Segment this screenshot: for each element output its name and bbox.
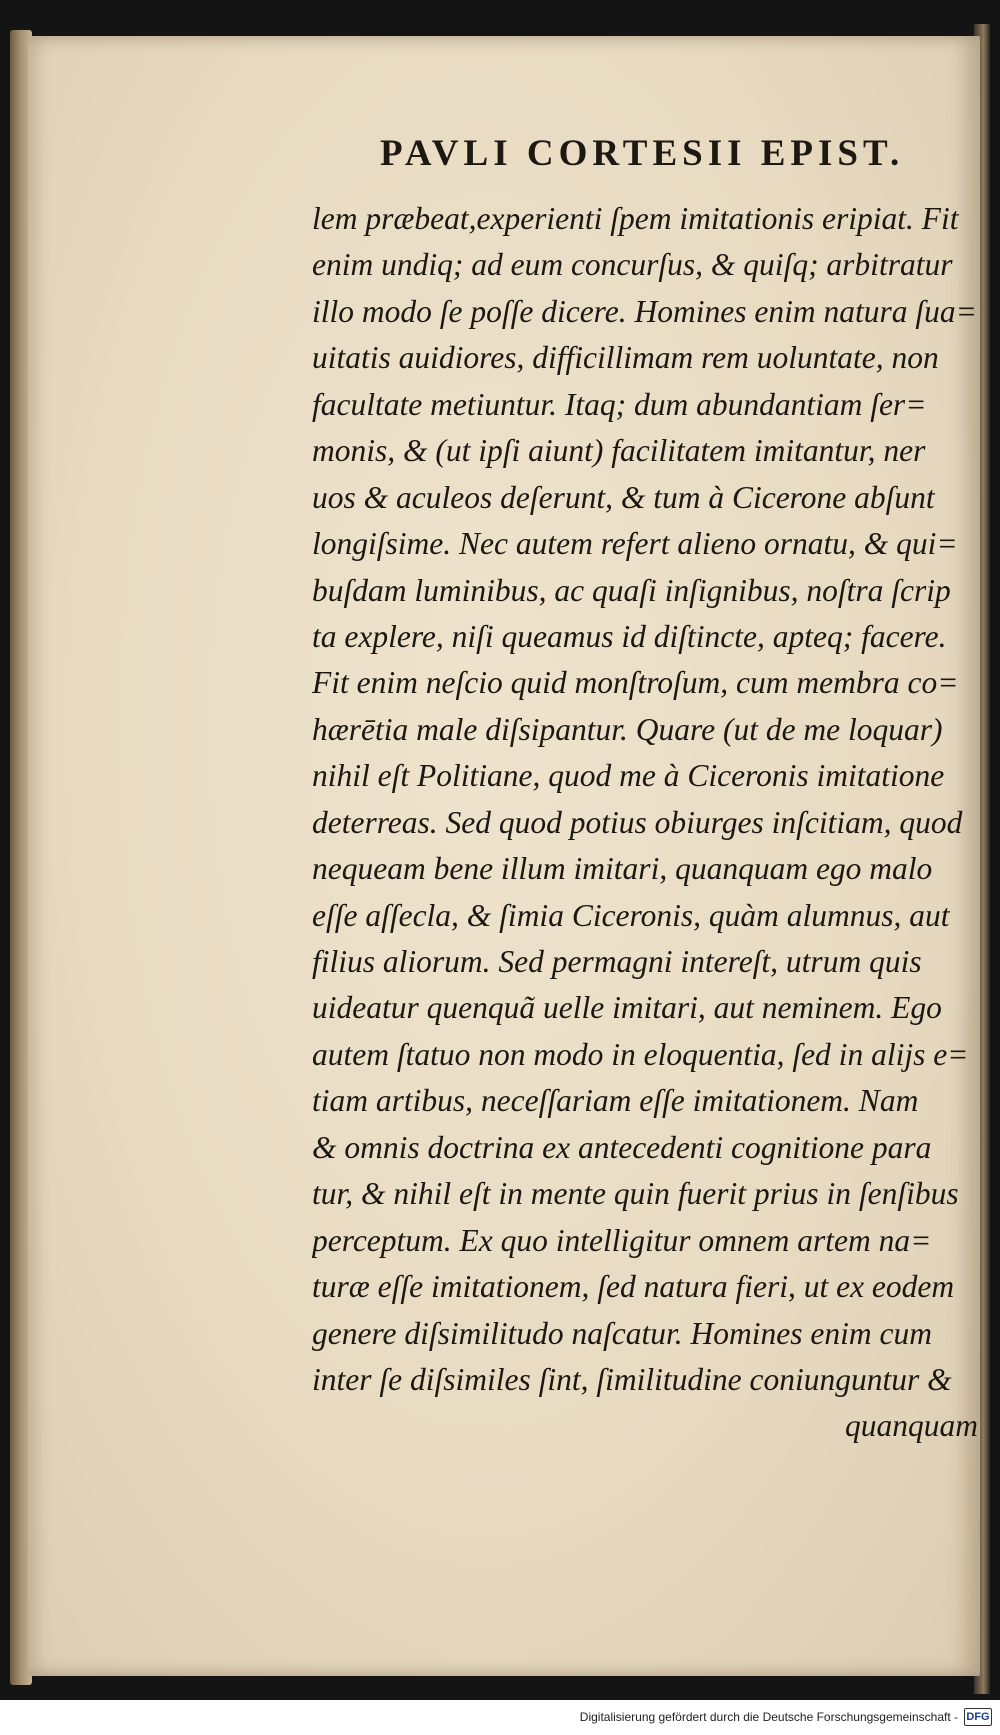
footer-bar: [0, 1700, 1000, 1735]
text-line: eſſe aſſecla, & ſimia Ciceronis, quàm alumnus, aut: [312, 897, 950, 933]
text-line: filius aliorum. Sed permagni intereſt, utrum quis: [312, 944, 922, 979]
text-line: deterreas. Sed quod potius obiurges inſcitiam, quod: [312, 804, 963, 840]
text-line: longiſsime. Nec autem refert alieno ornatu, & qui=: [312, 526, 958, 562]
catchword: quanquam: [845, 1408, 978, 1444]
text-line: hærētia male diſsipantur. Quare (ut de me loquar): [312, 711, 943, 747]
running-head: PAVLI CORTESII EPIST.: [380, 133, 905, 174]
body-text: [312, 196, 980, 1450]
dfg-logo-icon: DFG: [964, 1708, 992, 1726]
text-line: perceptum. Ex quo intelligitur omnem artem na=: [312, 1222, 932, 1258]
text-line: tur, & nihil eſt in mente quin fuerit prius in ſenſibus: [312, 1176, 959, 1212]
text-line: turæ eſſe imitationem, ſed natura fieri, ut ex eodem: [312, 1269, 955, 1305]
text-line: enim undiq; ad eum concurſus, & quiſq; arbitratur: [312, 247, 953, 283]
text-line: nihil eſt Politiane, quod me à Ciceronis imitatione: [312, 758, 945, 794]
text-line: ta explere, niſi queamus id diſtincte, apteq; facere.: [312, 618, 947, 654]
text-line: Fit enim neſcio quid monſtroſum, cum membra co=: [312, 665, 959, 701]
text-line: uideatur quenquã uelle imitari, aut neminem. Ego: [312, 990, 942, 1026]
text-line: nequeam bene illum imitari, quanquam ego malo: [312, 851, 933, 887]
text-line: uos & aculeos deſerunt, & tum à Cicerone abſunt: [312, 479, 935, 515]
text-line: buſdam luminibus, ac quaſi inſignibus, noſtra ſcrip: [312, 572, 951, 608]
text-line: illo modo ſe poſſe dicere. Homines enim natura ſua=: [312, 293, 977, 329]
text-line: autem ſtatuo non modo in eloquentia, ſed in alijs e=: [312, 1036, 969, 1072]
text-line: inter ſe diſsimiles ſint, ſimilitudine coniunguntur &: [312, 1361, 952, 1397]
text-line: lem præbeat,experienti ſpem imitationis eripiat. Fit: [312, 201, 959, 236]
text-line: facultate metiuntur. Itaq; dum abundantiam ſer=: [312, 386, 927, 422]
text-line: genere diſsimilitudo naſcatur. Homines enim cum: [312, 1315, 933, 1351]
text-line: monis, & (ut ipſi aiunt) facilitatem imitantur, ner: [312, 433, 926, 469]
text-line: & omnis doctrina ex antecedenti cognitione para: [312, 1129, 932, 1165]
text-line: tiam artibus, neceſſariam eſſe imitationem. Nam: [312, 1083, 919, 1119]
funding-credit: Digitalisierung gefördert durch die Deutsche Forschungsgemeinschaft -: [579, 1710, 958, 1724]
text-line: uitatis auidiores, difficillimam rem uoluntate, non: [312, 340, 939, 376]
